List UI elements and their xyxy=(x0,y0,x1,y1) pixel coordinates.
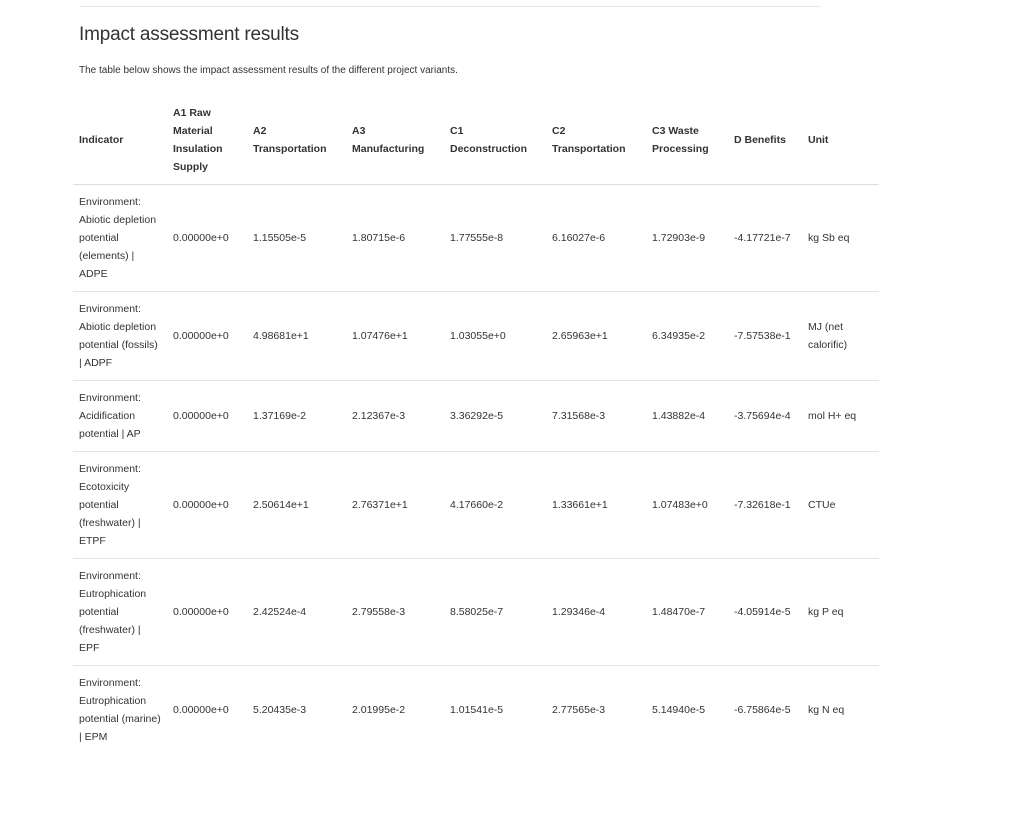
cell-a3: 2.12367e-3 xyxy=(346,381,444,452)
cell-unit: MJ (net calorific) xyxy=(802,292,879,381)
table-row xyxy=(73,185,879,292)
cell-a1: 0.00000e+0 xyxy=(167,452,247,559)
cell-c3: 5.14940e-5 xyxy=(652,704,706,716)
cell-unit: kg P eq xyxy=(802,559,879,666)
header-unit: Unit xyxy=(802,100,879,185)
header-c2-transportation: C2 Transportation xyxy=(546,100,646,185)
header-a1-raw-material: A1 Raw Material Insulation Supply xyxy=(167,100,247,185)
cell-c3: 6.34935e-2 xyxy=(646,292,728,381)
cell-a1: 0.00000e+0 xyxy=(173,704,229,716)
table-row xyxy=(73,559,879,666)
cell-a2: 2.42524e-4 xyxy=(247,559,346,666)
cell-c2: 7.31568e-3 xyxy=(546,381,646,452)
cell-c3: 1.72903e-9 xyxy=(646,185,728,292)
table-row xyxy=(73,292,879,381)
cell-a2: 2.50614e+1 xyxy=(247,452,346,559)
cell-indicator: Environment: Abiotic depletion potential (fossils) | ADPF xyxy=(73,292,167,381)
cell-c2: 6.16027e-6 xyxy=(546,185,646,292)
table-row xyxy=(73,452,879,559)
cell-a3: 1.80715e-6 xyxy=(346,185,444,292)
cell-c1: 3.36292e-5 xyxy=(444,381,546,452)
cell-c1: 1.03055e+0 xyxy=(444,292,546,381)
header-d-benefits: D Benefits xyxy=(728,100,802,185)
cell-a2: 5.20435e-3 xyxy=(253,704,307,716)
cell-a3: 2.79558e-3 xyxy=(346,559,444,666)
cell-a1: 0.00000e+0 xyxy=(167,292,247,381)
cell-c1: 1.01541e-5 xyxy=(450,704,504,716)
table-body xyxy=(73,185,879,755)
cell-d: -6.75864e-5 xyxy=(734,704,791,716)
cell-unit: kg N eq xyxy=(808,704,845,716)
cell-indicator: Environment: Abiotic depletion potential (elements) | ADPE xyxy=(73,185,167,292)
cell-c1: 4.17660e-2 xyxy=(444,452,546,559)
cell-a2: 4.98681e+1 xyxy=(247,292,346,381)
cell-d: -4.17721e-7 xyxy=(728,185,802,292)
cell-a2: 1.15505e-5 xyxy=(247,185,346,292)
cell-d: -7.57538e-1 xyxy=(728,292,802,381)
cell-d: -7.32618e-1 xyxy=(728,452,802,559)
cell-c3: 1.48470e-7 xyxy=(646,559,728,666)
cell-a1: 0.00000e+0 xyxy=(167,185,247,292)
cell-a3: 2.01995e-2 xyxy=(352,704,406,716)
cell-indicator: Environment: Eutrophication potential (marine) | EPM xyxy=(79,677,161,743)
cell-unit: kg Sb eq xyxy=(802,185,879,292)
cell-c2: 1.29346e-4 xyxy=(546,559,646,666)
cell-a1: 0.00000e+0 xyxy=(167,559,247,666)
cell-d: -4.05914e-5 xyxy=(728,559,802,666)
section-heading: Impact assessment results xyxy=(79,24,299,45)
header-c1-deconstruction: C1 Deconstruction xyxy=(444,100,546,185)
cell-c1: 1.77555e-8 xyxy=(444,185,546,292)
cell-d: -3.75694e-4 xyxy=(728,381,802,452)
table-header xyxy=(73,100,879,185)
cell-unit: mol H+ eq xyxy=(802,381,879,452)
impact-results-table xyxy=(73,100,879,754)
cell-a3: 2.76371e+1 xyxy=(346,452,444,559)
top-divider xyxy=(79,6,821,7)
cell-c2: 1.33661e+1 xyxy=(546,452,646,559)
cell-c2: 2.65963e+1 xyxy=(546,292,646,381)
cell-c3: 1.43882e-4 xyxy=(646,381,728,452)
header-indicator: Indicator xyxy=(73,100,167,185)
header-a2-transportation: A2 Transportation xyxy=(247,100,346,185)
table-row xyxy=(73,381,879,452)
cell-indicator: Environment: Ecotoxicity potential (freshwater) | ETPF xyxy=(73,452,167,559)
cell-a2: 1.37169e-2 xyxy=(247,381,346,452)
cell-a1: 0.00000e+0 xyxy=(167,381,247,452)
table-row xyxy=(73,666,879,755)
header-a3-manufacturing: A3 Manufacturing xyxy=(346,100,444,185)
cell-c1: 8.58025e-7 xyxy=(444,559,546,666)
cell-c3: 1.07483e+0 xyxy=(646,452,728,559)
cell-unit: CTUe xyxy=(802,452,879,559)
header-row xyxy=(73,100,879,185)
cell-c2: 2.77565e-3 xyxy=(552,704,606,716)
section-intro: The table below shows the impact assessment results of the different project variants. xyxy=(79,65,458,76)
cell-a3: 1.07476e+1 xyxy=(346,292,444,381)
cell-indicator: Environment: Eutrophication potential (freshwater) | EPF xyxy=(73,559,167,666)
header-c3-waste-processing: C3 Waste Processing xyxy=(646,100,728,185)
cell-indicator: Environment: Acidification potential | AP xyxy=(73,381,167,452)
